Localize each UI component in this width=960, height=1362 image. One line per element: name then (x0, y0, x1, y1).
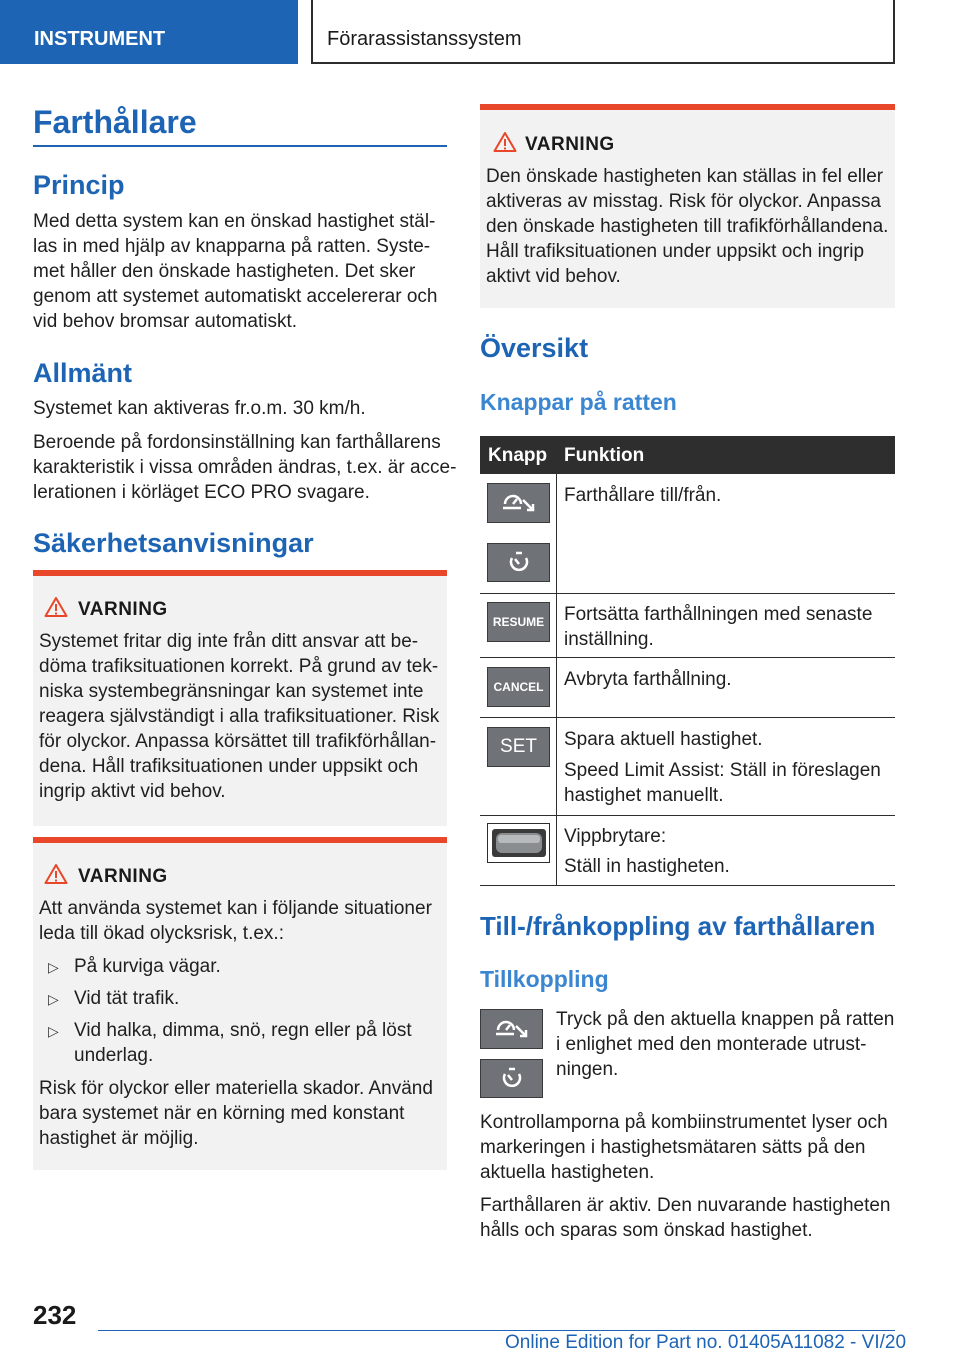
row4-funktion-3: hastighet manuellt. (564, 785, 724, 806)
warning-triangle-icon (44, 596, 68, 618)
warning2-outro-2: bara systemet när en körning med konstant (39, 1103, 405, 1124)
aktiv-line-2: hålls och sparas som önskad hastighet. (480, 1220, 813, 1241)
table-row-divider (480, 657, 895, 658)
warning3-line-1: Den önskade hastigheten kan ställas in fel eller (486, 166, 884, 187)
princip-line-1: Med detta system kan en önskad hastighet stäl‐ (33, 211, 436, 232)
cruise-toggle-alt-button-icon (487, 543, 550, 582)
aktiv-line-1: Farthållaren är aktiv. Den nuvarande hastigheten (480, 1195, 891, 1216)
resume-label: RESUME (492, 615, 545, 629)
warning3-line-2: aktiveras av misstag. Risk för olyckor. Anpassa (486, 191, 881, 212)
tillkoppling-line-2: i enlighet med den monterade utrust‐ (556, 1034, 867, 1055)
rocker-switch-icon (487, 823, 550, 863)
page-title: Farthållare (33, 104, 197, 140)
warning-box-3 (480, 104, 895, 308)
warning2-intro-1: Att använda systemet kan i följande situationer (39, 898, 432, 919)
heading-knappar: Knappar på ratten (480, 389, 677, 415)
tillkoppling-line-1: Tryck på den aktuella knappen på ratten (556, 1009, 895, 1030)
warning2-bullet-2: Vid tät trafik. (74, 988, 180, 1009)
warning2-bullet-3b: underlag. (74, 1045, 154, 1066)
cruise-toggle-button-icon (480, 1009, 543, 1049)
heading-allmant: Allmänt (33, 358, 133, 388)
table-row-divider (480, 717, 895, 718)
kontroll-line-1: Kontrollamporna på kombiinstrumentet lyser och (480, 1112, 888, 1133)
row1-funktion: Farthållare till/från. (564, 485, 722, 506)
heading-sakerhet: Säkerhetsanvisningar (33, 528, 314, 558)
cancel-label: CANCEL (493, 680, 544, 694)
row5-funktion-1: Vippbrytare: (564, 826, 667, 847)
warning2-bullet-1: På kurviga vägar. (74, 956, 221, 977)
allmant-line-3: karakteristik i vissa områden ändras, t.ex. är acce‐ (33, 457, 457, 478)
warning3-line-4: Håll trafiksituationen under uppsikt och ingrip (486, 241, 865, 262)
rocker-icon (490, 826, 548, 860)
warning2-intro-2: leda till ökad olycksrisk, t.ex.: (39, 923, 284, 944)
warning-box-2 (33, 837, 447, 1170)
warning2-outro-1: Risk för olyckor eller materiella skador. Använd (39, 1078, 433, 1099)
warning1-line-6: dena. Håll trafiksituationen under uppsikt och (39, 756, 419, 777)
row2-funktion-1: Fortsätta farthållningen med senaste (564, 604, 873, 625)
table-row-divider (480, 815, 895, 816)
warning-title: VARNING (525, 134, 615, 155)
allmant-line-2: Beroende på fordonsinställning kan farthållarens (33, 432, 441, 453)
footer-rule (98, 1330, 895, 1331)
heading-princip: Princip (33, 170, 125, 200)
title-rule (33, 145, 447, 147)
bullet-triangle-icon: ▷ (48, 959, 59, 975)
princip-line-4: genom att systemet automatiskt accelererar och (33, 286, 438, 307)
speedometer-circle-icon (497, 1066, 527, 1092)
kontroll-line-3: aktuella hastigheten. (480, 1162, 655, 1183)
set-button-icon (487, 727, 550, 767)
speedometer-arrow-icon (492, 1016, 532, 1042)
col-header-funktion: Funktion (564, 445, 645, 466)
princip-line-5: vid behov bromsar automatiskt. (33, 311, 298, 332)
row4-funktion-2: Speed Limit Assist: Ställ in föreslagen (564, 760, 881, 781)
col-header-knapp: Knapp (488, 445, 548, 466)
warning-box-1 (33, 570, 447, 826)
tillkoppling-line-3: ningen. (556, 1059, 619, 1080)
bullet-triangle-icon: ▷ (48, 991, 59, 1007)
chapter-tab (311, 0, 895, 64)
heading-oversikt: Översikt (480, 333, 589, 363)
heading-till-fran: Till-/frånkoppling av farthållaren (480, 911, 876, 941)
warning1-line-5: för olyckor. Anpassa körsättet till trafikförhållan‐ (39, 731, 437, 752)
warning1-line-4: reagera självständigt i alla trafiksituationer. Risk (39, 706, 440, 727)
row5-funktion-2: Ställ in hastigheten. (564, 856, 730, 877)
warning1-line-1: Systemet fritar dig inte från ditt ansvar att be‐ (39, 631, 419, 652)
footer-edition: Online Edition for Part no. 01405A11082 - VI/20 (505, 1332, 907, 1353)
table-col-divider (556, 474, 557, 886)
warning-bar (33, 837, 447, 843)
table-row-divider (480, 885, 895, 886)
bullet-triangle-icon: ▷ (48, 1023, 59, 1039)
cancel-button-icon (487, 667, 550, 707)
warning-triangle-icon (44, 863, 68, 885)
kontroll-line-2: markeringen i hastighetsmätaren sätts på den (480, 1137, 866, 1158)
warning-triangle-icon (493, 131, 517, 153)
set-label: SET (500, 736, 537, 757)
warning-title: VARNING (78, 866, 168, 887)
cruise-toggle-alt-button-icon (480, 1059, 543, 1098)
warning-title: VARNING (78, 599, 168, 620)
warning2-outro-3: hastighet är möjlig. (39, 1128, 199, 1149)
section-label: INSTRUMENT (34, 28, 166, 50)
princip-line-2: las in med hjälp av knapparna på ratten. Syste‐ (33, 236, 431, 257)
warning3-line-3: den önskade hastigheten till trafikförhållandena. (486, 216, 889, 237)
row4-funktion-1: Spara aktuell hastighet. (564, 729, 763, 750)
warning1-line-3: niska systembegränsningar kan systemet inte (39, 681, 424, 702)
allmant-line-1: Systemet kan aktiveras fr.o.m. 30 km/h. (33, 398, 366, 419)
table-row-divider (480, 593, 895, 594)
warning-bar (480, 104, 895, 110)
row2-funktion-2: inställning. (564, 629, 654, 650)
princip-line-3: met håller den önskade hastigheten. Det sker (33, 261, 416, 282)
heading-tillkoppling: Tillkoppling (480, 966, 609, 992)
warning3-line-5: aktivt vid behov. (486, 266, 621, 287)
row3-funktion: Avbryta farthållning. (564, 669, 732, 690)
warning1-line-2: döma trafiksituationen korrekt. På grund av tek‐ (39, 656, 439, 677)
table-header (480, 436, 895, 474)
resume-button-icon (487, 602, 550, 642)
speedometer-arrow-icon (499, 490, 539, 516)
cruise-toggle-button-icon (487, 483, 550, 523)
page-number: 232 (33, 1300, 77, 1330)
section-tab (0, 0, 298, 64)
allmant-line-4: lerationen i körläget ECO PRO svagare. (33, 482, 370, 503)
speedometer-circle-icon (504, 550, 534, 576)
chapter-label: Förarassistanssystem (327, 28, 522, 50)
warning1-line-7: ingrip aktivt vid behov. (39, 781, 226, 802)
warning-bar (33, 570, 447, 576)
warning2-bullet-3: Vid halka, dimma, snö, regn eller på löst (74, 1020, 412, 1041)
